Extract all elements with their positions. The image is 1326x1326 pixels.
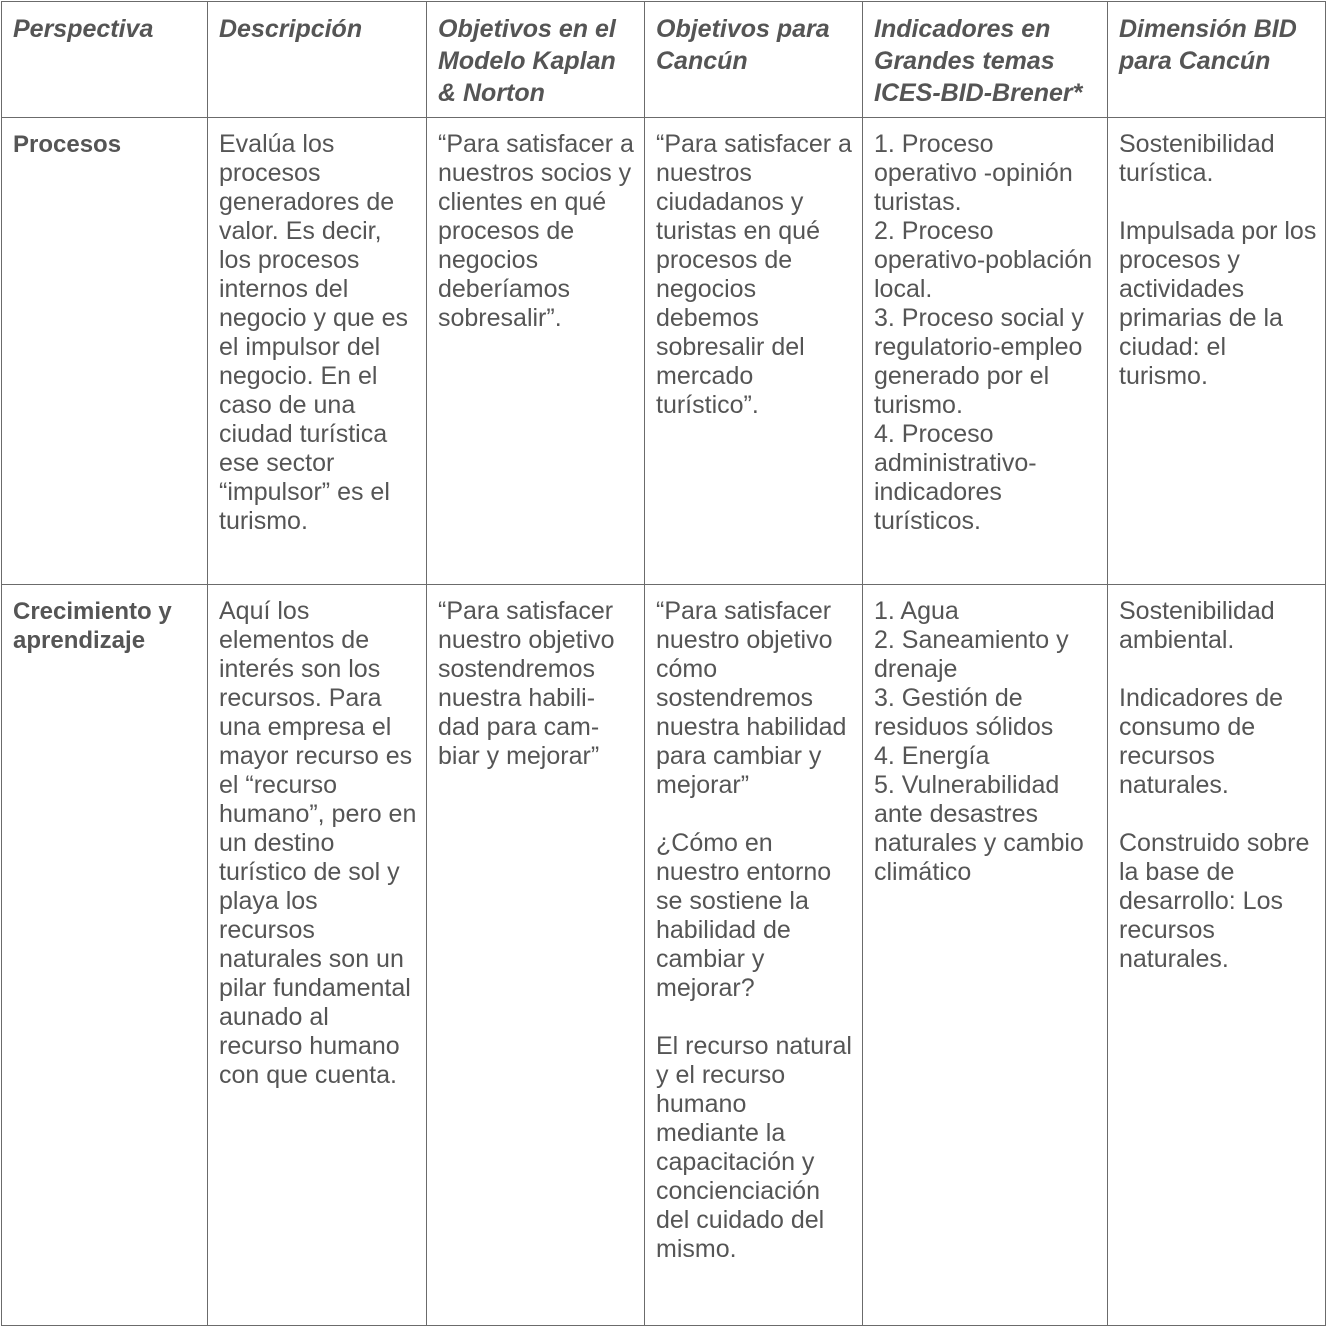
cell-indicadores xyxy=(863,118,1108,585)
table-row xyxy=(2,585,1326,1326)
paragraph: Sostenibilidad turística. xyxy=(1119,130,1275,187)
header-objetivos-cancun: Objetivos para Cancún xyxy=(645,2,863,118)
paragraph: Construido sobre la base de desarrollo: Los recursos naturales. xyxy=(1119,829,1310,973)
cell-indicadores xyxy=(863,585,1108,1326)
cell-objetivos-kaplan-norton: “Para satisfacer nuestro objetivo sostendremos nuestra habili-dad para cam-biar y mejorar” xyxy=(427,585,645,1326)
header-perspectiva: Perspectiva xyxy=(2,2,208,118)
paragraph: “Para satisfacer a nuestros ciudadanos y turistas en qué procesos de negocios debemos sobresalir del mercado turístico”. xyxy=(656,130,852,419)
indicator-list: 1. Agua 2. Saneamiento y drenaje 3. Gestión de residuos sólidos 4. Energía 5. Vulnerabilidad ante desastres naturales y cambio climático xyxy=(874,597,1084,886)
paragraph: “Para satisfacer nuestro objetivo cómo sostendremos nuestra habilidad para cambiar y mejorar” xyxy=(656,597,847,799)
cell-descripcion: Evalúa los procesos generadores de valor. Es decir, los procesos internos del negocio y que es el impulsor del negocio. En el caso de una ciudad turística ese sector “impulsor” es el turismo. xyxy=(208,118,427,585)
cell-dimension-bid xyxy=(1108,118,1326,585)
header-indicadores: Indicadores en Grandes temas ICES-BID-Brener* xyxy=(863,2,1108,118)
paragraph: Sostenibilidad ambiental. xyxy=(1119,597,1275,654)
cell-objetivos-cancun xyxy=(645,118,863,585)
header-descripcion: Descripción xyxy=(208,2,427,118)
paragraph: Impulsada por los procesos y actividades primarias de la ciudad: el turismo. xyxy=(1119,217,1317,390)
header-objetivos-kaplan-norton: Objetivos en el Modelo Kaplan & Norton xyxy=(427,2,645,118)
cell-objetivos-kaplan-norton: “Para satisfacer a nuestros socios y clientes en qué procesos de negocios deberíamos sobresalir”. xyxy=(427,118,645,585)
header-dimension-bid: Dimensión BID para Cancún xyxy=(1108,2,1326,118)
cell-perspectiva: Crecimiento y aprendizaje xyxy=(2,585,208,1326)
paragraph: ¿Cómo en nuestro entorno se sostiene la habilidad de cambiar y mejorar? xyxy=(656,829,832,1002)
table-row xyxy=(2,118,1326,585)
cell-descripcion: Aquí los elementos de interés son los recursos. Para una empresa el mayor recurso es el “recurso humano”, pero en un destino turístico de sol y playa los recursos naturales son un pilar fundamental aunado al recurso humano con que cuenta. xyxy=(208,585,427,1326)
cell-perspectiva: Procesos xyxy=(2,118,208,585)
perspectives-table xyxy=(1,1,1326,1326)
table-header-row xyxy=(2,2,1326,118)
cell-dimension-bid xyxy=(1108,585,1326,1326)
paragraph: El recurso natural y el recurso humano mediante la capacitación y concienciación del cuidado del mismo. xyxy=(656,1032,852,1263)
cell-objetivos-cancun xyxy=(645,585,863,1326)
paragraph: Indicadores de consumo de recursos naturales. xyxy=(1119,684,1284,799)
indicator-list: 1. Proceso operativo -opinión turistas. 2. Proceso operativo-población local. 3. Proceso social y regulatorio-empleo generado por el turismo. 4. Proceso administrativo-indicadores turísticos. xyxy=(874,130,1093,535)
